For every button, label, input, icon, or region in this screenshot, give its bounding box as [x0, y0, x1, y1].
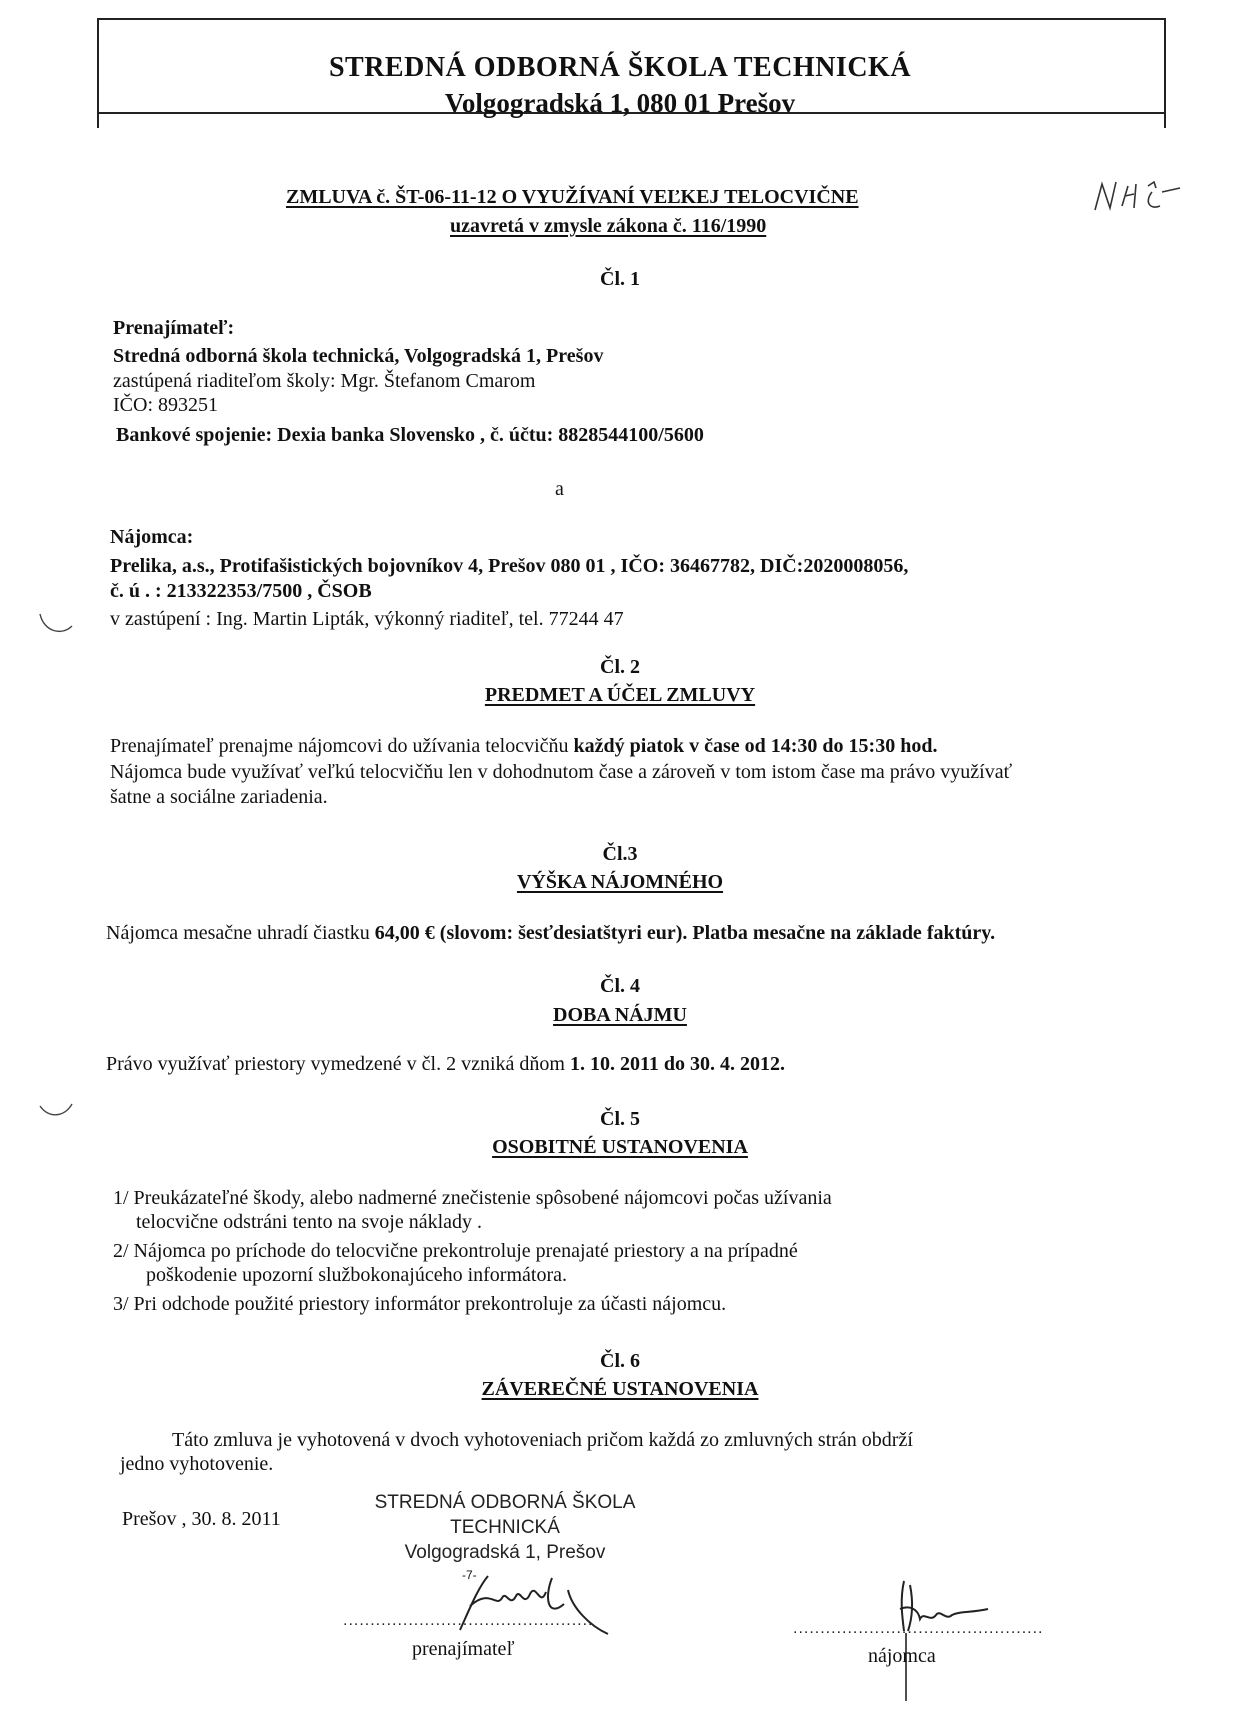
landlord-caption: prenajímateľ [412, 1638, 515, 1660]
art3-line: Nájomca mesačne uhradí čiastku 64,00 € (slovom: šesťdesiatštyri eur). Platba mesačne na základe faktúry. [106, 922, 996, 944]
art6-title: ZÁVEREČNÉ USTANOVENIA [481, 1378, 759, 1400]
stamp-line2: TECHNICKÁ [450, 1517, 560, 1538]
art6-line2: jedno vyhotovenie. [120, 1453, 274, 1475]
art3-title: VÝŠKA NÁJOMNÉHO [516, 871, 724, 893]
margin-mark-1 [36, 610, 76, 640]
art1-heading: Čl. 1 [600, 268, 640, 290]
handwritten-initials [1090, 172, 1185, 217]
art5-item1-a: 1/ Preukázateľné škody, alebo nadmerné znečistenie spôsobené nájomcovi počas užívania [113, 1187, 832, 1209]
art5-heading: Čl. 5 [600, 1108, 640, 1130]
art2-heading: Čl. 2 [600, 656, 640, 678]
tenant-caption: nájomca [868, 1645, 936, 1667]
landlord-signature-line: .............................................. [343, 1612, 594, 1629]
art2-line1: Prenajímateľ prenajme nájomcovi do užívania telocvičňu každý piatok v čase od 14:30 do 15:30 hod. [110, 735, 938, 757]
art5-item1-b: telocvične odstráni tento na svoje náklady . [136, 1211, 483, 1233]
tenant-signature [890, 1575, 1000, 1705]
landlord-representative: zastúpená riaditeľom školy: Mgr. Štefanom Cmarom [113, 370, 536, 392]
art6-line1: Táto zmluva je vyhotovená v dvoch vyhotoveniach pričom každá zo zmluvných strán obdrží [172, 1429, 913, 1451]
art5-title: OSOBITNÉ USTANOVENIA [492, 1136, 748, 1158]
art4-heading: Čl. 4 [600, 975, 640, 997]
art2-line2: Nájomca bude využívať veľkú telocvičňu len v dohodnutom čase a zároveň v tom istom čase ma právo využívať [110, 761, 1013, 783]
conjunction-and: a [555, 478, 564, 500]
contract-subtitle: uzavretá v zmysle zákona č. 116/1990 [450, 215, 767, 237]
school-address: Volgogradská 1, 080 01 Prešov [444, 88, 796, 118]
art4-line: Právo využívať priestory vymedzené v čl. 2 vzniká dňom 1. 10. 2011 do 30. 4. 2012. [106, 1053, 786, 1075]
landlord-ico: IČO: 893251 [113, 394, 218, 416]
school-name: STREDNÁ ODBORNÁ ŠKOLA TECHNICKÁ [328, 52, 912, 83]
stamp-line3: Volgogradská 1, Prešov [404, 1542, 606, 1563]
art5-item2-a: 2/ Nájomca po príchode do telocvične prekontroluje prenajaté priestory a na prípadné [113, 1240, 798, 1262]
art4-title: DOBA NÁJMU [553, 1004, 687, 1026]
tenant-signature-line: .............................................. [793, 1620, 1044, 1637]
contract-title: ZMLUVA č. ŠT-06-11-12 O VYUŽÍVANÍ VEĽKEJ TELOCVIČNE [286, 186, 859, 208]
landlord-bank: Bankové spojenie: Dexia banka Slovensko , č. účtu: 8828544100/5600 [116, 424, 704, 446]
tenant-label: Nájomca: [110, 526, 194, 548]
stamp-line1: STREDNÁ ODBORNÁ ŠKOLA [374, 1492, 636, 1513]
landlord-name: Stredná odborná škola technická, Volgogradská 1, Prešov [113, 345, 604, 367]
tenant-representative: v zastúpení : Ing. Martin Lipták, výkonný riaditeľ, tel. 77244 47 [110, 608, 624, 630]
place-and-date: Prešov , 30. 8. 2011 [122, 1508, 281, 1530]
art2-title: PREDMET A ÚČEL ZMLUVY [484, 684, 756, 706]
art2-line3: šatne a sociálne zariadenia. [110, 786, 328, 808]
stamp-number: -7- [462, 1568, 477, 1582]
art6-heading: Čl. 6 [600, 1350, 640, 1372]
landlord-label: Prenajímateľ: [113, 317, 235, 339]
tenant-line2: č. ú . : 213322353/7500 , ČSOB [110, 580, 372, 602]
art3-heading: Čl.3 [602, 843, 638, 865]
tenant-line1: Prelika, a.s., Protifašistických bojovníkov 4, Prešov 080 01 , IČO: 36467782, DIČ:2020008056, [110, 555, 909, 577]
art5-item2-b: poškodenie upozorní službokonajúceho informátora. [146, 1264, 567, 1286]
art5-item3: 3/ Pri odchode použité priestory informátor prekontroluje za účasti nájomcu. [113, 1293, 727, 1315]
